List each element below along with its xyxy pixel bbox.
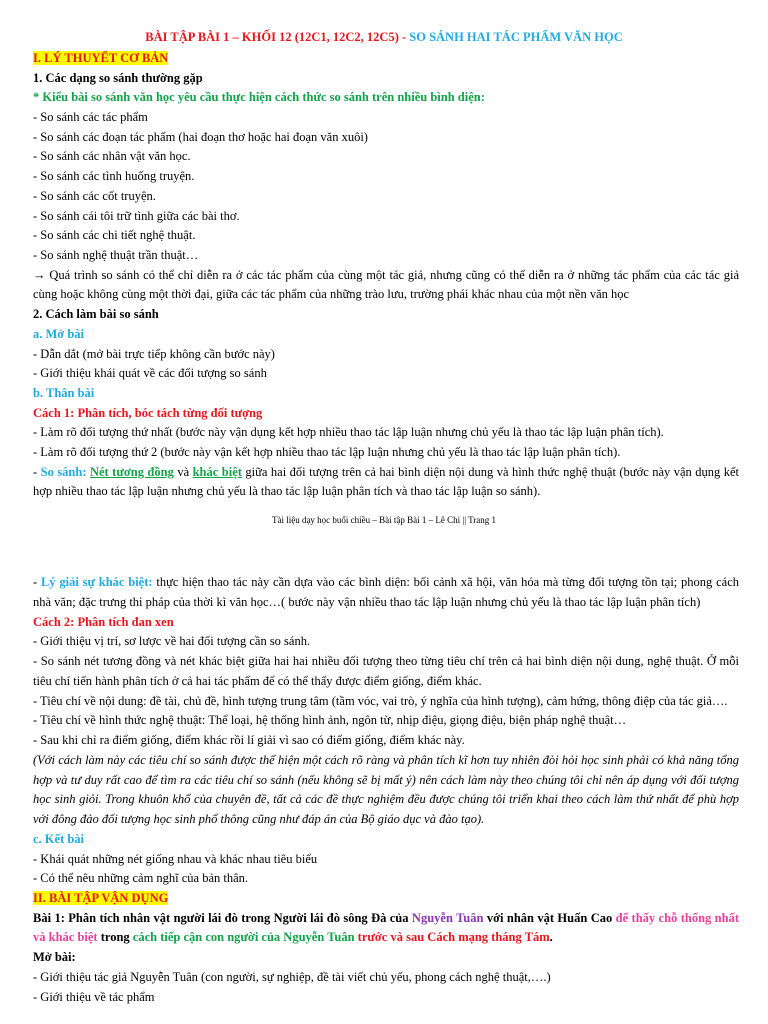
exercise-one-prompt: Bài 1: Phân tích nhân vật người lái đò trong Người lái đò sông Đà của Nguyễn Tuân với nhân vật Huấn Cao để thấy chỗ thống nhất và khác biệt trong cách tiếp cận con người của Nguyễn Tuân trước và sau Cách mạng tháng Tám. — [33, 910, 739, 945]
method-one-item: - Làm rõ đối tượng thứ 2 (bước này vận kết hợp nhiều thao tác lập luận nhưng chủ yếu là thao tác lập luận phân tích). — [33, 444, 621, 459]
conclusion-item: - Khái quát những nét giống nhau và khác nhau tiêu biểu — [33, 851, 318, 866]
method-two-item: - Sau khi chỉ ra điểm giống, điểm khác rồi lí giải vì sao có điểm giống, điểm khác này. — [33, 733, 465, 748]
heading-conclusion: c. Kết bài — [33, 831, 85, 846]
heading-method-one: Cách 1: Phân tích, bóc tách từng đối tượng — [33, 405, 263, 420]
method-two-item: - Giới thiệu vị trí, sơ lược về hai đối tượng cần so sánh. — [33, 634, 311, 649]
opening-item: - Giới thiệu khái quát về các đối tượng so sánh — [33, 366, 267, 381]
list-item: - So sánh các cốt truyện. — [33, 188, 156, 203]
list-item: - So sánh các tác phẩm — [33, 110, 148, 125]
page-one-body — [33, 49, 739, 502]
page-two-body — [33, 573, 739, 1007]
opening-item: - Dẫn dắt (mở bài trực tiếp không cần bước này) — [33, 346, 275, 361]
list-item: - So sánh nghệ thuật trần thuật… — [33, 247, 199, 262]
list-item: - So sánh cái tôi trữ tình giữa các bài thơ. — [33, 208, 240, 223]
heading-comparison-types: 1. Các dạng so sánh thường gặp — [33, 70, 203, 85]
comparison-intro: * Kiểu bài so sánh văn học yêu cầu thực hiện cách thức so sánh trên nhiều bình diện: — [33, 90, 485, 105]
explain-difference-paragraph: - Lý giải sự khác biệt: thực hiện thao tác này cần dựa vào các bình diện: bối cảnh xã hội, văn hóa mà từng đối tượng tồn tại; phong cách nhà văn; đặc trưng thi pháp của thời kì văn học…( bước này vận nhiều thao tác lập luận nhưng chủ yếu là thao tác lập luận phân tích) — [33, 575, 739, 609]
compare-paragraph: - So sánh: Nét tương đồng và khác biệt giữa hai đối tượng trên cả hai bình diện nội dung và hình thức nghệ thuật (bước này vận dụng kết hợp nhiều thao tác lập luận nhưng chủ yếu là thao tác lập luận phân tích và thao tác lập luận so sánh). — [33, 464, 739, 499]
heading-body: b. Thân bài — [33, 385, 95, 400]
heading-opening: a. Mở bài — [33, 326, 85, 341]
method-two-item: - Tiêu chí về hình thức nghệ thuật: Thể loại, hệ thống hình ảnh, ngôn từ, nhịp điệu, giọng điệu, biện pháp nghệ thuật… — [33, 713, 627, 728]
method-two-item: - So sánh nét tương đồng và nét khác biệt giữa hai hai nhiều đối tượng theo từng tiêu chí trên cả hai bình diện nội dung, nghệ thuật. Ở mỗi tiêu chí tiến hành phân tích ở cả hai tác phẩm để có thể thấy được điểm giống, điểm khác. — [33, 653, 739, 688]
method-one-item: - Làm rõ đối tượng thứ nhất (bước này vận dụng kết hợp nhiều thao tác lập luận nhưng chủ yếu là thao tác lập luận phân tích). — [33, 425, 664, 440]
list-item: - So sánh các nhân vật văn học. — [33, 149, 191, 164]
section-heading-theory: I. LÝ THUYẾT CƠ BẢN — [33, 51, 169, 65]
list-item: - So sánh các đoạn tác phẩm (hai đoạn thơ hoặc hai đoạn văn xuôi) — [33, 129, 368, 144]
section-heading-exercises: II. BÀI TẬP VẬN DỤNG — [33, 890, 169, 905]
method-two-item: - Tiêu chí về nội dung: đề tài, chủ đề, hình tượng trung tâm (tầm vóc, vai trò, ý nghĩa của hình tượng), cảm hứng, thông điệp của tác giả…. — [33, 693, 728, 708]
heading-open-essay: Mở bài: — [33, 950, 76, 965]
open-essay-item: - Giới thiệu về tác phẩm — [33, 989, 155, 1004]
page-footer: Tài liệu dạy học buổi chiều – Bài tập Bài 1 – Lê Chi || Trang 1 — [271, 515, 497, 525]
open-essay-item: - Giới thiệu tác giả Nguyễn Tuân (con người, sự nghiệp, đề tài viết chủ yếu, phong cách nghệ thuật,….) — [33, 969, 551, 984]
document-title: BÀI TẬP BÀI 1 – KHỐI 12 (12C1, 12C2, 12C5) - SO SÁNH HAI TÁC PHẨM VĂN HỌC — [145, 30, 623, 44]
list-item: - So sánh các tình huống truyện. — [33, 169, 195, 184]
arrow-paragraph: → Quá trình so sánh có thể chỉ diễn ra ở các tác phẩm của cùng một tác giả, nhưng cũng có thể diễn ra ở những tác phẩm của các tác giả cùng hoặc không cùng một thời đại, giữa các tác phẩm của những trào lưu, trường phái khác nhau của một nền văn học — [33, 267, 739, 302]
list-item: - So sánh các chi tiết nghệ thuật. — [33, 228, 196, 243]
heading-method-two: Cách 2: Phân tích đan xen — [33, 614, 174, 629]
italic-note: (Với cách làm này các tiêu chí so sánh được thể hiện một cách rõ ràng và phân tích kĩ hơn tuy nhiên đòi hỏi học sinh phải có khả năng tổng hợp và tư duy rất cao để tìm ra các tiêu chí so sánh (nếu không sẽ bị mất ý) nên cách làm này theo chúng tôi chỉ nên áp dụng với đối tượng học sinh giỏi. Trong khuôn khổ của chuyên đề, tất cả các đề thực nghiệm đều được chúng tôi triển khai theo cách làm thứ nhất để phù hợp với đông đảo đối tượng học sinh phổ thông cũng như đáp án của Bộ giáo dục và đào tạo). — [33, 752, 739, 827]
conclusion-item: - Có thể nêu những cảm nghĩ của bản thân. — [33, 871, 249, 886]
heading-how-to-write: 2. Cách làm bài so sánh — [33, 307, 159, 322]
